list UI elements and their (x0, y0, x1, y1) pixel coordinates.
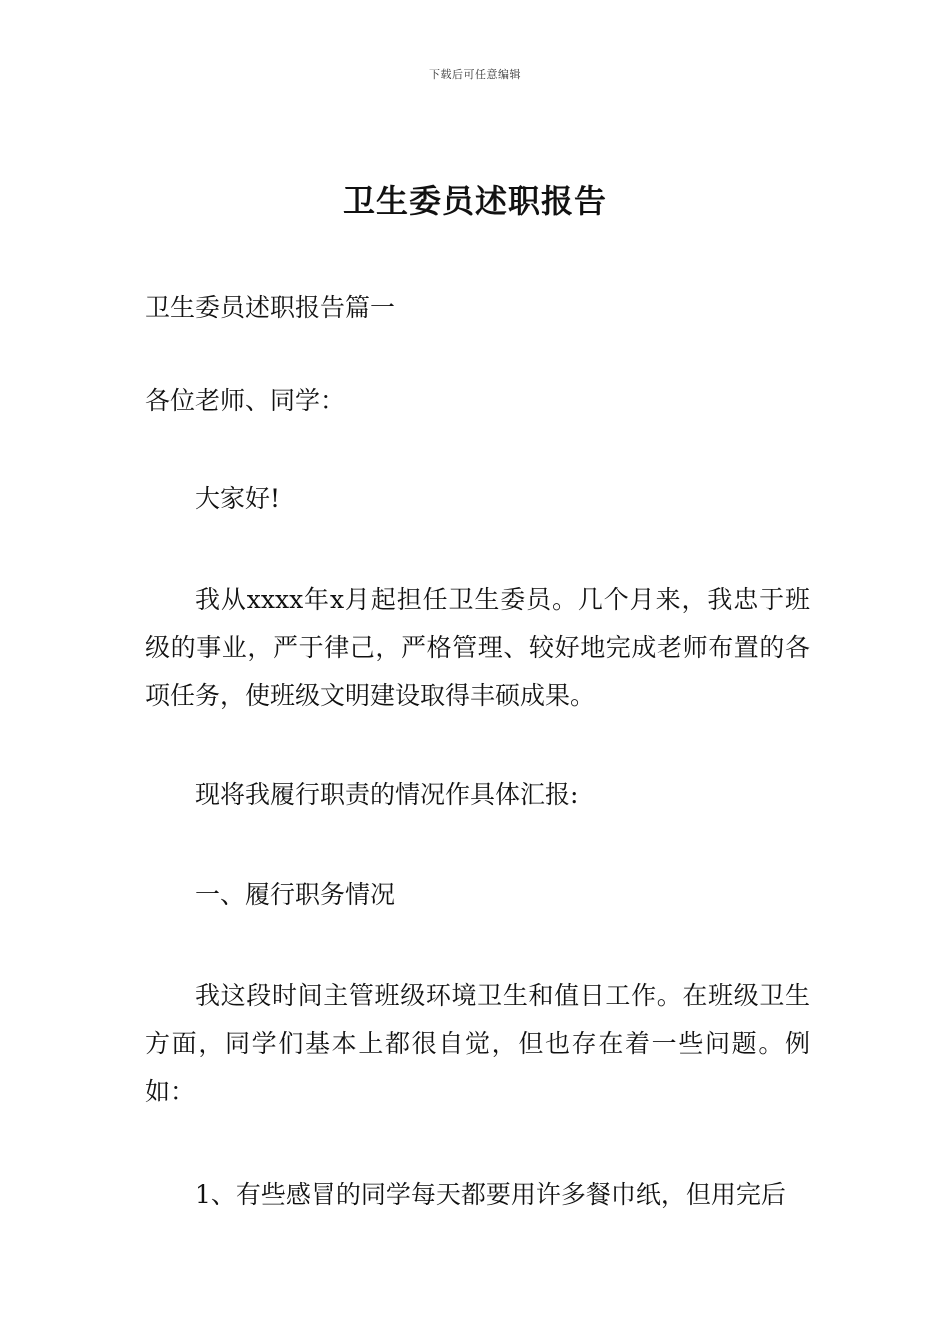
paragraph-intro: 我从xxxx年x月起担任卫生委员。几个月来，我忠于班级的事业，严于律己，严格管理、较好地完成老师布置的各项任务，使班级文明建设取得丰硕成果。 (145, 585, 810, 710)
salutation: 各位老师、同学： (145, 386, 346, 415)
list-item-1: 1、有些感冒的同学每天都要用许多餐巾纸，但用完后 (195, 1180, 786, 1209)
section-subtitle: 卫生委员述职报告篇一 (145, 293, 396, 322)
paragraph-duties: 我这段时间主管班级环境卫生和值日工作。在班级卫生方面，同学们基本上都很自觉，但也存在着一些问题。例如： (145, 981, 810, 1106)
header-note: 下载后可任意编辑 (429, 68, 521, 81)
document-title: 卫生委员述职报告 (342, 182, 607, 220)
paragraph-report-lead: 现将我履行职责的情况作具体汇报: (195, 780, 579, 809)
section-heading-duties: 一、履行职务情况 (195, 880, 396, 909)
greeting: 大家好! (195, 484, 281, 513)
